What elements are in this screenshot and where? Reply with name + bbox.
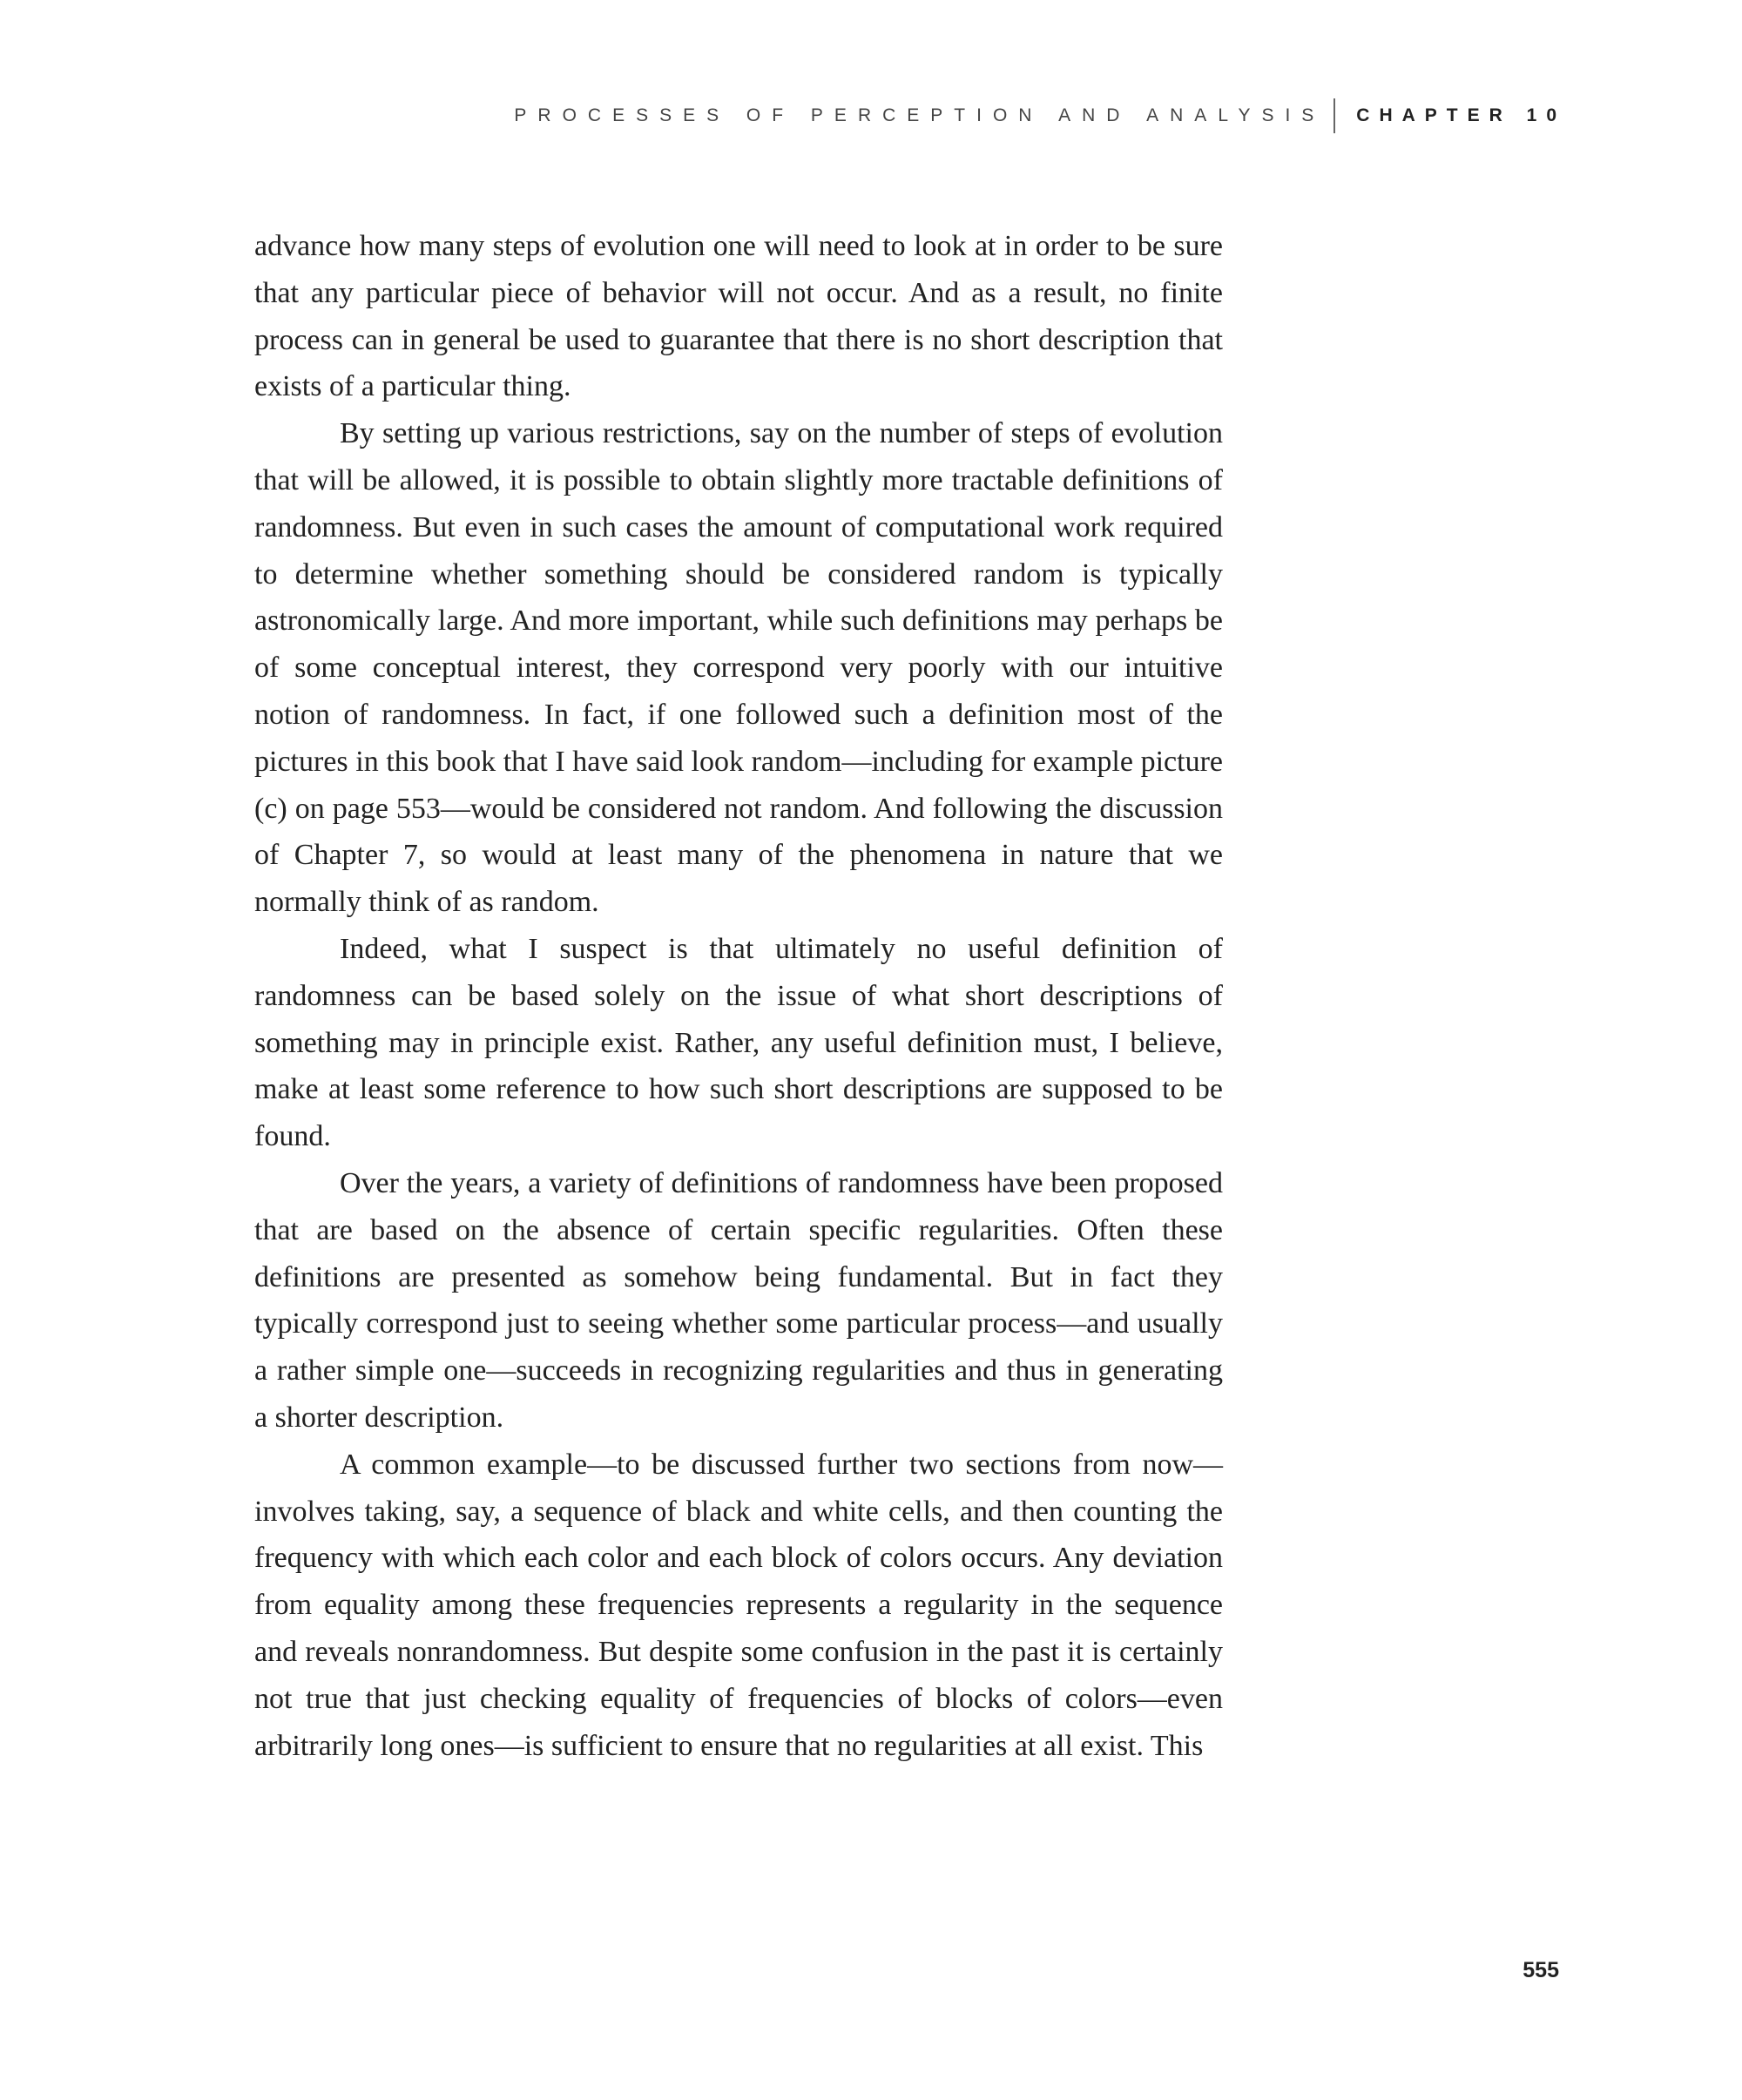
paragraph-1: advance how many steps of evolution one will need to look at in order to be sure that any particular piece of behavior will not occur. And as a result, no finite process can in general be used to guarantee that there is no short description that exists of a particular thing. [254, 230, 1223, 403]
paragraph-5: A common example—to be discussed further two sections from now—involves taking, say, a sequence of black and white cells, and then counting the frequency with which each color and each block of colors occurs. Any deviation from equality among these frequencies represents a regularity in the sequence and reveals nonrandomness. But despite some confusion in the past it is certainly not true that just checking equality of frequencies of blocks of colors—even arbitrarily long ones—is sufficient to ensure that no regularities at all exist. This [254, 1448, 1223, 1762]
paragraph-2: By setting up various restrictions, say on the number of steps of evolution that will be allowed, it is possible to obtain slightly more tractable definitions of randomness. But even in such cases the amount of computational work required to determine whether something should be considered random is typically astronomically large. And more important, while such definitions may perhaps be of some conceptual interest, they correspond very poorly with our intuitive notion of randomness. In fact, if one followed such a definition most of the pictures in this book that I have said look random—including for example picture (c) on page 553—would be considered not random. And following the discussion of Chapter 7, so would at least many of the phenomena in nature that we normally think of as random. [254, 417, 1223, 919]
paragraph-4: Over the years, a variety of definitions of randomness have been proposed that are based on the absence of certain specific regularities. Often these definitions are presented as somehow being fundamental. But in fact they typically correspond just to seeing whether some particular process—and usually a rather simple one—succeeds in recognizing regularities and thus in generating a shorter description. [254, 1166, 1223, 1434]
running-header [514, 98, 1566, 133]
page-number: 555 [1523, 1958, 1559, 1982]
header-divider [1334, 98, 1335, 133]
running-header-chapter: CHAPTER 10 [1356, 105, 1566, 125]
paragraph-3: Indeed, what I suspect is that ultimately no useful definition of randomness can be based solely on the issue of what short descriptions of something may in principle exist. Rather, any useful definition must, I believe, make at least some reference to how such short descriptions are supposed to be found. [254, 932, 1223, 1153]
body-text [254, 223, 1223, 1769]
running-header-section-title: PROCESSES OF PERCEPTION AND ANALYSIS [514, 105, 1326, 125]
